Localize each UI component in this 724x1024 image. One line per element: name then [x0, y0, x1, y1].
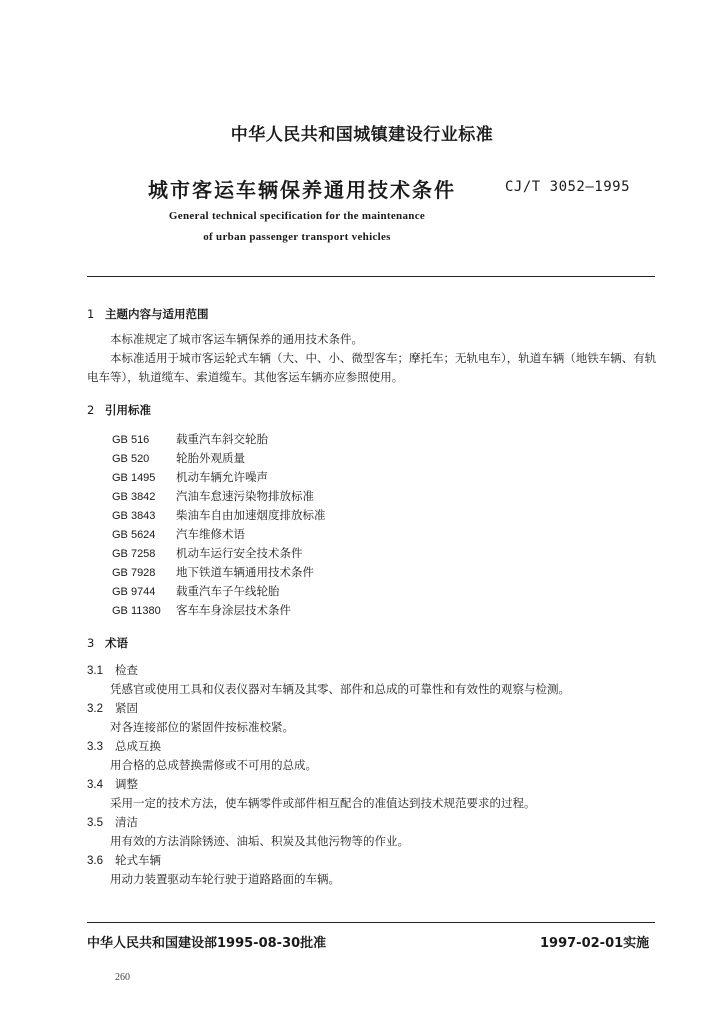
- term-name: 调整: [115, 777, 138, 791]
- paragraph: 本标准规定了城市客运车辆保养的通用技术条件。: [110, 332, 363, 346]
- term-name: 总成互换: [115, 739, 161, 753]
- term-number: 3.2: [87, 703, 103, 715]
- list-item: [87, 525, 657, 544]
- list-item: [87, 601, 657, 620]
- term-entry: [87, 737, 657, 775]
- list-item: [87, 430, 657, 449]
- list-item: [87, 582, 657, 601]
- ref-code: GB 3843: [112, 510, 156, 522]
- list-item: [87, 544, 657, 563]
- ref-code: GB 11380: [112, 605, 161, 617]
- term-name: 轮式车辆: [115, 853, 161, 867]
- section-title: 引用标准: [105, 403, 151, 417]
- ref-code: GB 3842: [112, 491, 156, 503]
- term-definition: 用有效的方法消除锈迹、油垢、积炭及其他污物等的作业。: [110, 834, 409, 848]
- standard-code: CJ/T 3052—1995: [505, 179, 631, 195]
- ref-name: 柴油车自由加速烟度排放标准: [176, 508, 326, 522]
- list-item: [87, 487, 657, 506]
- ref-name: 汽油车怠速污染物排放标准: [176, 489, 314, 503]
- section-number: 2: [87, 403, 95, 417]
- term-definition: 用合格的总成替换需修或不可用的总成。: [110, 758, 317, 772]
- ref-code: GB 520: [112, 453, 150, 465]
- approval-statement: 中华人民共和国建设部1995-08-30批准: [87, 936, 327, 951]
- term-name: 检查: [115, 663, 138, 677]
- document-body: [87, 305, 657, 889]
- term-entry: [87, 661, 657, 699]
- section-2-heading: [87, 401, 657, 420]
- ref-code: GB 1495: [112, 472, 156, 484]
- term-definition: 采用一定的技术方法，使车辆零件或部件相互配合的准值达到技术规范要求的过程。: [110, 796, 536, 810]
- ref-code: GB 516: [112, 434, 150, 446]
- effective-date: 1997-02-01实施: [540, 936, 650, 951]
- term-entry: [87, 813, 657, 851]
- term-definition: 用动力装置驱动车轮行驶于道路路面的车辆。: [110, 872, 340, 886]
- footer-divider: [87, 922, 655, 923]
- ref-name: 地下铁道车辆通用技术条件: [176, 565, 314, 579]
- term-name: 清洁: [115, 815, 138, 829]
- list-item: [87, 449, 657, 468]
- standard-title-zh: 城市客运车辆保养通用技术条件: [148, 178, 456, 202]
- ref-name: 机动车辆允许噪声: [176, 470, 268, 484]
- section-number: 3: [87, 636, 95, 650]
- referenced-standards-list: [87, 430, 657, 620]
- paragraph: 本标准适用于城市客运轮式车辆（大、中、小、微型客车；摩托车；无轨电车），轨道车辆（地铁车辆、有轨电车等），轨道缆车、索道缆车。其他客运车辆亦应参照使用。: [87, 351, 657, 384]
- term-definition: 凭感官或使用工具和仪表仪器对车辆及其零、部件和总成的可靠性和有效性的观察与检测。: [110, 682, 570, 696]
- term-entry: [87, 699, 657, 737]
- term-number: 3.4: [87, 779, 103, 791]
- term-number: 3.5: [87, 817, 103, 829]
- term-number: 3.1: [87, 665, 103, 677]
- term-definition: 对各连接部位的紧固件按标准校紧。: [110, 720, 294, 734]
- page-number: 260: [115, 972, 130, 983]
- term-number: 3.3: [87, 741, 103, 753]
- standard-title-en-line2: of urban passenger transport vehicles: [203, 231, 391, 243]
- list-item: [87, 468, 657, 487]
- section-title: 主题内容与适用范围: [105, 307, 209, 321]
- list-item: [87, 506, 657, 525]
- section-3-heading: [87, 634, 657, 653]
- ref-code: GB 7928: [112, 567, 156, 579]
- section-number: 1: [87, 307, 95, 321]
- section-1-heading: [87, 305, 657, 324]
- ref-code: GB 5624: [112, 529, 156, 541]
- ref-name: 机动车运行安全技术条件: [176, 546, 303, 560]
- ref-name: 客车车身涂层技术条件: [176, 603, 291, 617]
- term-entry: [87, 851, 657, 889]
- term-name: 紧固: [115, 701, 138, 715]
- section-title: 术语: [105, 636, 128, 650]
- ref-code: GB 9744: [112, 586, 156, 598]
- ref-name: 载重汽车子午线轮胎: [176, 584, 280, 598]
- ref-name: 载重汽车斜交轮胎: [176, 432, 268, 446]
- ref-code: GB 7258: [112, 548, 156, 560]
- ref-name: 轮胎外观质量: [176, 451, 245, 465]
- term-entry: [87, 775, 657, 813]
- issuing-authority: 中华人民共和国城镇建设行业标准: [230, 125, 494, 145]
- header-divider: [87, 276, 655, 277]
- term-number: 3.6: [87, 855, 103, 867]
- standard-title-en-line1: General technical specification for the maintenance: [168, 210, 426, 222]
- list-item: [87, 563, 657, 582]
- ref-name: 汽车维修术语: [176, 527, 245, 541]
